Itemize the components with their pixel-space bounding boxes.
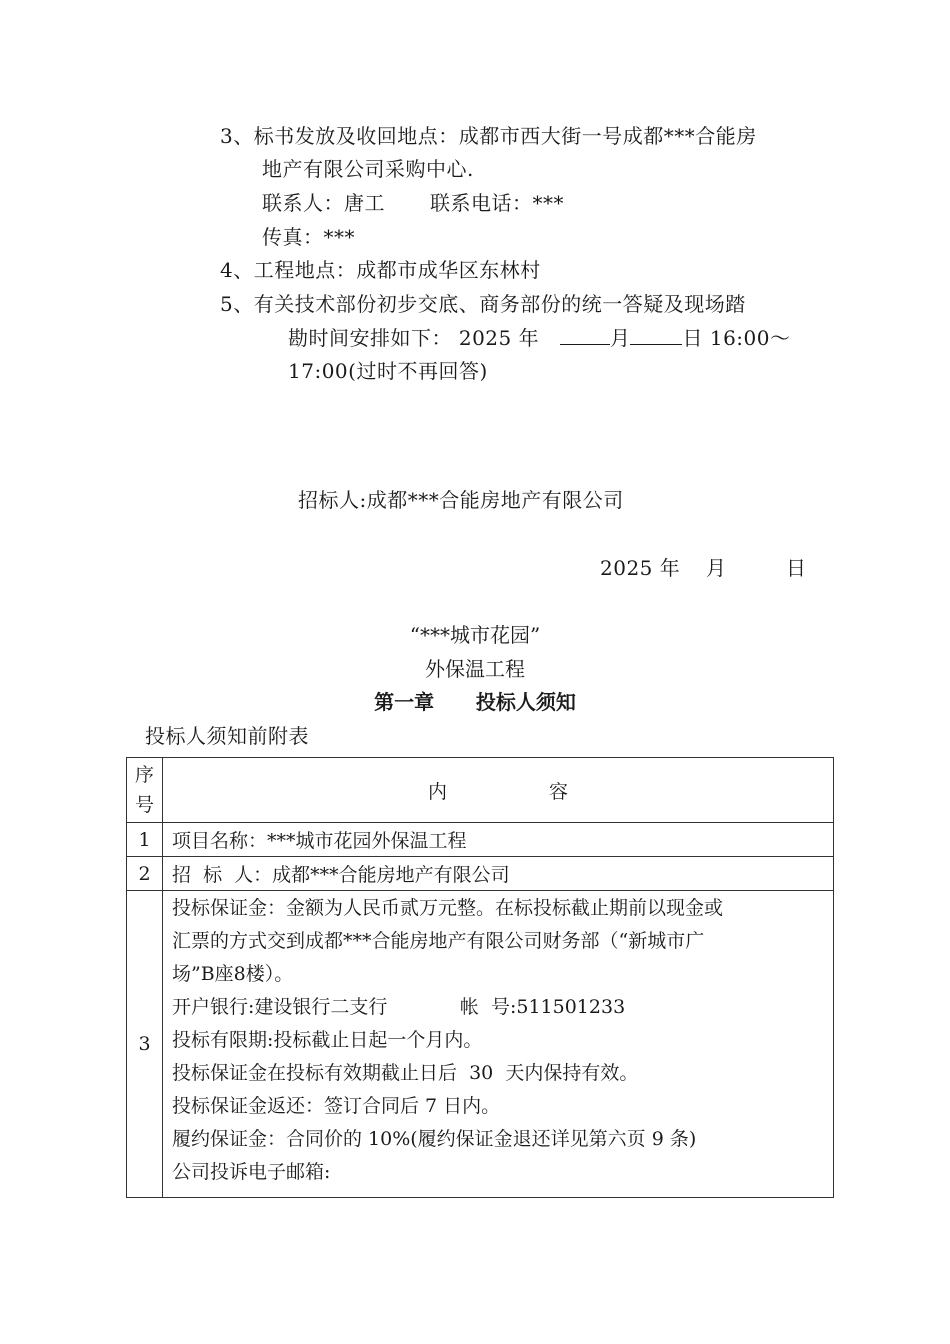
bidder-notice-table: [126, 757, 834, 1198]
contact-phone: 联系电话：***: [430, 191, 564, 215]
bank-account-line: 开户银行:建设银行二支行 帐 号:511501233: [172, 996, 626, 1018]
item5-date-prefix: 勘时间安排如下： 2025 年: [288, 326, 540, 350]
month-blank: [560, 326, 610, 345]
header-content-right: 容: [549, 780, 569, 803]
item5-month: 月: [609, 326, 631, 350]
table-header-row: [127, 758, 834, 823]
header-num-top: 序: [134, 764, 154, 786]
item5-line2: [288, 325, 790, 351]
project-type: 外保温工程: [425, 657, 525, 681]
item3-line1: 3、标书发放及收回地点：成都市西大街一号成都***合能房: [220, 124, 757, 148]
item5-line3: 17:00(过时不再回答): [288, 359, 488, 383]
day-blank: [630, 326, 682, 345]
item3-line2: 地产有限公司采购中心.: [262, 157, 474, 181]
chapter-title: 第一章 投标人须知: [374, 690, 576, 714]
tenderer-signature: 招标人:成都***合能房地产有限公司: [298, 488, 624, 512]
item5-line1: 5、有关技术部份初步交底、商务部份的统一答疑及现场踏: [220, 292, 746, 316]
header-num-bottom: 号: [134, 794, 154, 816]
complaint-email-line: 公司投诉电子邮箱:: [172, 1161, 331, 1183]
deposit-location-line: 场”B座8楼）。: [172, 963, 294, 985]
bid-validity-line: 投标有限期:投标截止日起一个月内。: [172, 1029, 483, 1051]
date-year: 2025 年: [600, 556, 681, 580]
table-caption: 投标人须知前附表: [145, 724, 309, 748]
header-num-cell: [127, 758, 163, 823]
item5-day-time: 日 16:00～: [682, 326, 791, 350]
project-name: “***城市花园”: [409, 623, 541, 647]
deposit-method-line: 汇票的方式交到成都***合能房地产有限公司财务部（“新城市广: [172, 930, 705, 952]
table-row: [127, 857, 834, 891]
date-day: 日: [786, 556, 807, 580]
fax: 传真：***: [262, 225, 355, 249]
row-num: 3: [127, 891, 163, 1198]
row-content: 招 标 人：成都***合能房地产有限公司: [163, 857, 834, 891]
item4: 4、工程地点：成都市成华区东林村: [220, 258, 541, 282]
performance-bond-line: 履约保证金：合同价的 10%(履约保证金退还详见第六页 9 条): [172, 1128, 697, 1150]
deposit-return-line: 投标保证金返还：签订合同后 7 日内。: [172, 1095, 501, 1117]
row-content: 项目名称：***城市花园外保温工程: [163, 823, 834, 857]
row-num: 1: [127, 823, 163, 857]
table-row: [127, 891, 834, 1198]
contact-person: 联系人：唐工: [262, 191, 385, 215]
deposit-amount-line: 投标保证金：金额为人民币贰万元整。在标投标截止期前以现金或: [172, 897, 724, 919]
deposit-validity-line: 投标保证金在投标有效期截止日后 30 天内保持有效。: [172, 1062, 639, 1084]
date-month: 月: [706, 556, 727, 580]
row-content: [163, 891, 834, 1198]
row-num: 2: [127, 857, 163, 891]
header-content-left: 内: [427, 780, 447, 803]
header-content-cell: [163, 758, 834, 823]
table-row: [127, 823, 834, 857]
